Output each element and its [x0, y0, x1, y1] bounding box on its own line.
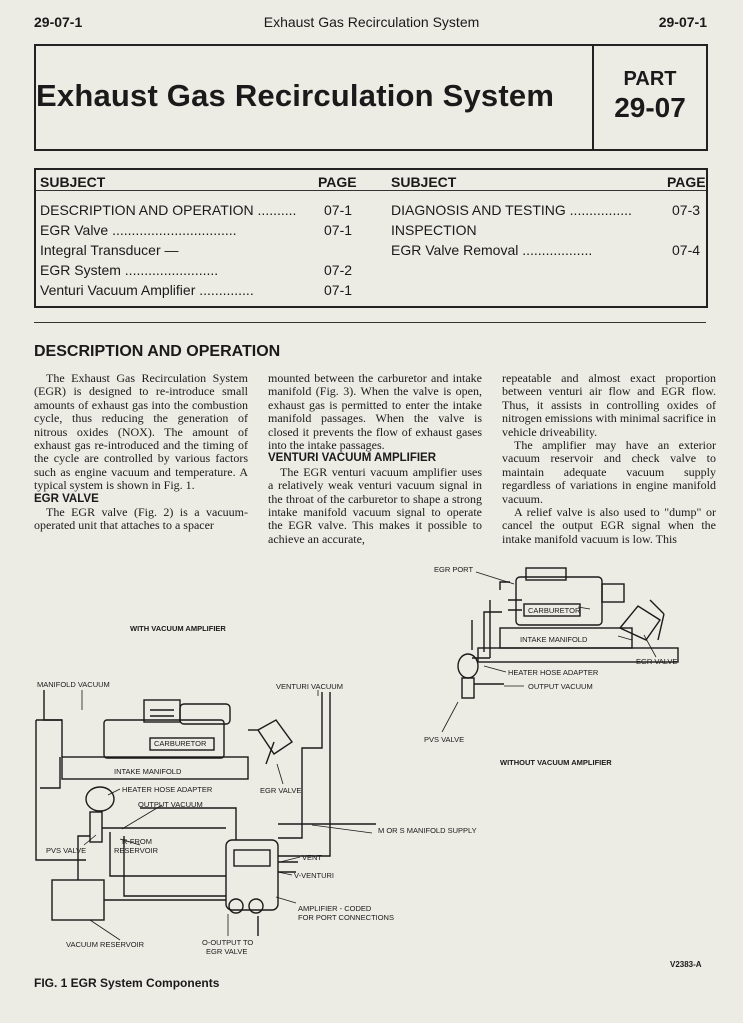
page-number-right: 29-07-1 [658, 14, 707, 30]
toc-entry[interactable]: INSPECTION [391, 222, 477, 238]
text-column-1 [34, 372, 248, 533]
toc-entry[interactable]: EGR Valve ................................ 07-1 [40, 222, 353, 238]
label-o-output: O-OUTPUT TO [202, 938, 254, 947]
toc-entry[interactable]: Integral Transducer — [40, 242, 179, 258]
toc-subject-label-left: SUBJECT [40, 174, 106, 190]
paragraph: The Exhaust Gas Recirculation System (EGR) is designed to re-introduce small amounts of exhaust gas into the combustion cycle, thus reducing the generation of nitrous oxides (NOX). The amount of exhaust gas re-introduced and the timing of the cycle are controlled by various factors such as engine vacuum and temperature. A typical system is shown in Fig. 1. [34, 371, 248, 493]
label-output-vacuum: OUTPUT VACUUM [138, 800, 203, 809]
toc-entry[interactable]: DESCRIPTION AND OPERATION .......... 07-1 [40, 202, 353, 218]
paragraph: mounted between the carburetor and intake manifold (Fig. 3). When the valve is open, exhaust gas is permitted to enter the intake manifold passages. When the valve is closed it prevents the flow of exhaust gases into the intake passages. [268, 371, 482, 453]
label-intake-manifold-right: INTAKE MANIFOLD [520, 635, 588, 644]
label-pvs-valve-right: PVS VALVE [424, 735, 465, 744]
label-heater-hose-adapter: HEATER HOSE ADAPTER [122, 785, 213, 794]
label-carburetor: CARBURETOR [154, 739, 207, 748]
label-amplifier-line2: FOR PORT CONNECTIONS [298, 913, 394, 922]
right-engine-drawing [458, 568, 678, 698]
text-column-3 [502, 372, 716, 546]
subheading-egr-valve: EGR VALVE [34, 492, 99, 505]
toc-entry[interactable]: DIAGNOSIS AND TESTING ................ 07-3 [391, 202, 701, 218]
label-o-output-line2: EGR VALVE [206, 947, 248, 956]
egr-system-diagram [0, 555, 743, 975]
text-column-2 [268, 372, 482, 546]
figure-right-title: WITHOUT VACUUM AMPLIFIER [500, 758, 612, 767]
toc-entry[interactable]: Venturi Vacuum Amplifier .............. 07-1 [40, 282, 353, 298]
label-carburetor-right: CARBURETOR [528, 606, 581, 615]
page-title: Exhaust Gas Recirculation System [36, 78, 555, 113]
toc-page-label-left: PAGE [318, 174, 357, 190]
label-venturi-vacuum: VENTURI VACUUM [276, 682, 343, 691]
toc-page-label-right: PAGE [667, 174, 706, 190]
part-label: PART [623, 68, 677, 90]
label-vacuum-reservoir: VACUUM RESERVOIR [66, 940, 145, 949]
toc-entry[interactable]: EGR Valve Removal .................. 07-4 [391, 242, 701, 258]
label-manifold-vacuum: MANIFOLD VACUUM [37, 680, 110, 689]
label-heater-hose-adapter-right: HEATER HOSE ADAPTER [508, 668, 599, 677]
subheading-venturi-amplifier: VENTURI VACUUM AMPLIFIER [268, 452, 437, 465]
label-pvs-valve: PVS VALVE [46, 846, 87, 855]
toc-subject-label-right: SUBJECT [391, 174, 457, 190]
toc-header-rule [36, 190, 706, 191]
paragraph: The amplifier may have an exterior vacuum reservoir and check valve to maintain adequate vacuum supply regardless of variations in engine manifold vacuum. [502, 438, 716, 506]
label-vent: VENT [302, 853, 323, 862]
toc-entry[interactable]: EGR System ........................ 07-2 [40, 262, 353, 278]
paragraph: repeatable and almost exact proportion between venturi air flow and EGR flow. Thus, it assists in controlling oxides of nitrogen emissions with minimal sacrifice in vehicle driveability. [502, 371, 716, 439]
paragraph: The EGR venturi vacuum amplifier uses a relatively weak venturi vacuum signal in the throat of the carburetor to shape a strong intake manifold vacuum signal to operate the EGR valve. This makes it possible to achieve an accurate, [268, 464, 482, 546]
paragraph: The EGR valve (Fig. 2) is a vacuum-operated unit that attaches to a spacer [34, 505, 248, 533]
label-egr-port: EGR PORT [434, 565, 474, 574]
running-header-title: Exhaust Gas Recirculation System [263, 14, 480, 30]
label-m-or-s: M OR S MANIFOLD SUPPLY [378, 826, 477, 835]
label-r-from: R-FROM [122, 837, 152, 846]
figure-caption: FIG. 1 EGR System Components [34, 976, 220, 990]
left-engine-drawing [36, 690, 376, 936]
part-number: 29-07 [614, 92, 686, 123]
label-egr-valve: EGR VALVE [260, 786, 302, 795]
label-reservoir: RESERVOIR [114, 846, 159, 855]
label-amplifier: AMPLIFIER - CODED [298, 904, 372, 913]
section-divider [34, 322, 706, 323]
paragraph: A relief valve is also used to "dump" or cancel the output EGR signal when the intake manifold vacuum is low. This [502, 505, 716, 546]
figure-left-title: WITH VACUUM AMPLIFIER [130, 624, 226, 633]
label-intake-manifold: INTAKE MANIFOLD [114, 767, 182, 776]
label-output-vacuum-right: OUTPUT VACUUM [528, 682, 593, 691]
label-v-venturi: V-VENTURI [294, 871, 335, 880]
part-box [592, 46, 706, 149]
figure-code: V2383-A [670, 960, 702, 969]
label-egr-valve-right: EGR VALVE [636, 657, 678, 666]
page-number-left: 29-07-1 [34, 14, 83, 30]
section-heading: DESCRIPTION AND OPERATION [34, 343, 281, 360]
